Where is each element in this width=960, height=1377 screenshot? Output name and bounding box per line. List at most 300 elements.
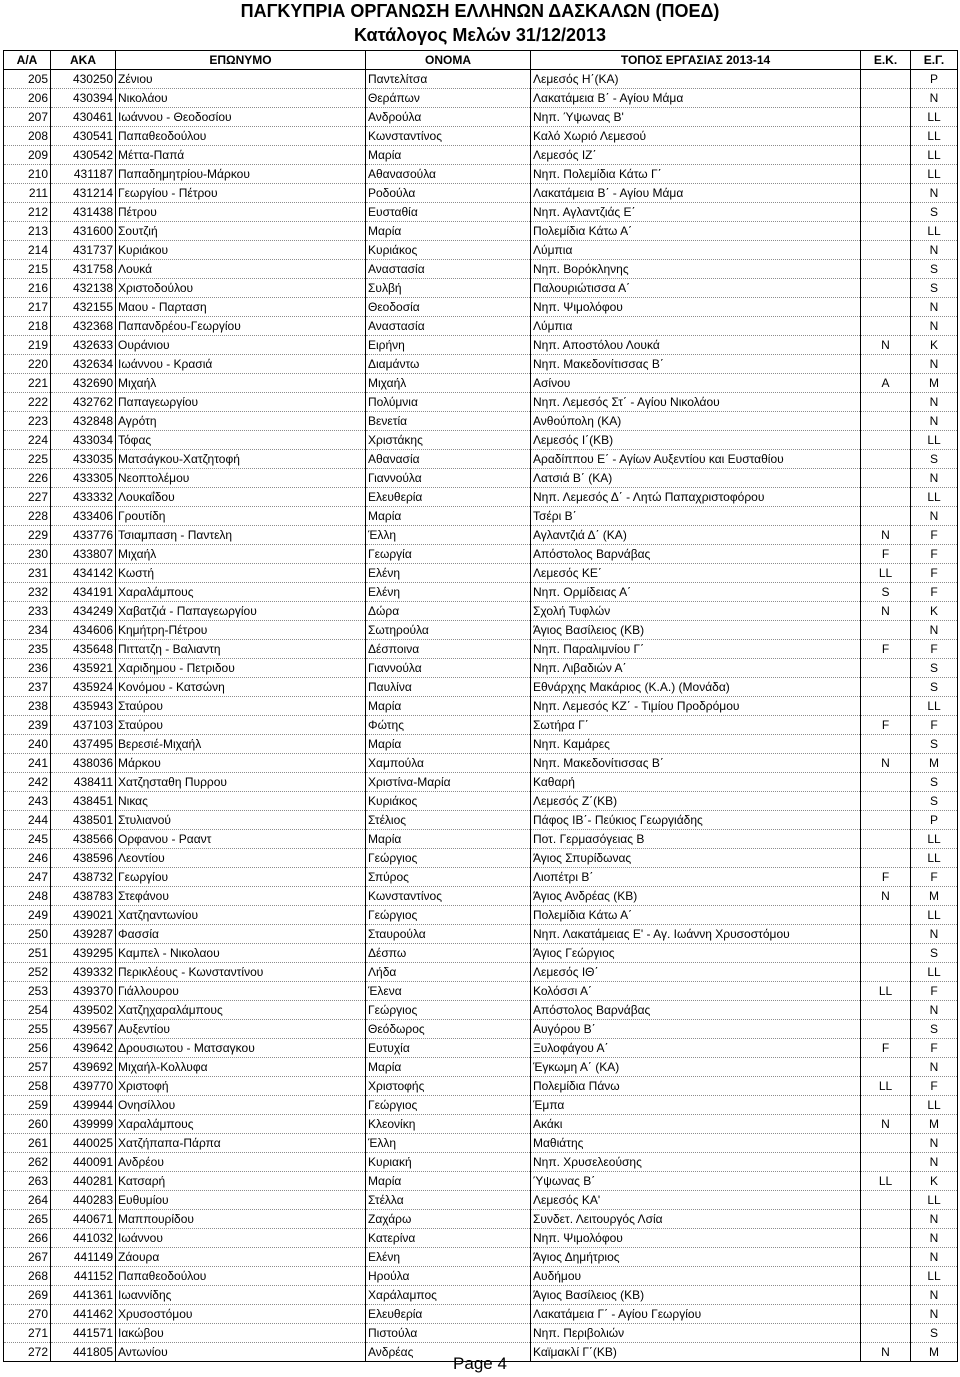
member-id-cell: 438501 xyxy=(51,811,116,830)
workplace-cell: Άγιος Βασίλειος (ΚΒ) xyxy=(531,621,861,640)
workplace-cell: Άγιος Δημήτριος xyxy=(531,1248,861,1267)
workplace-cell: Εθνάρχης Μακάριος (Κ.Α.) (Μονάδα) xyxy=(531,678,861,697)
ek-code-cell xyxy=(861,1286,911,1305)
first-name-cell: Γεώργιος xyxy=(366,906,531,925)
ek-code-cell: S xyxy=(861,583,911,602)
ek-code-cell xyxy=(861,906,911,925)
row-number-cell: 223 xyxy=(4,412,51,431)
table-row xyxy=(4,640,958,659)
table-row xyxy=(4,1229,958,1248)
first-name-cell: Κατερίνα xyxy=(366,1229,531,1248)
table-row xyxy=(4,659,958,678)
row-number-cell: 230 xyxy=(4,545,51,564)
table-row xyxy=(4,754,958,773)
surname-cell: Ζάουρα xyxy=(116,1248,366,1267)
first-name-cell: Έλενα xyxy=(366,982,531,1001)
member-id-cell: 441805 xyxy=(51,1343,116,1362)
member-id-cell: 433807 xyxy=(51,545,116,564)
table-row xyxy=(4,925,958,944)
table-row xyxy=(4,1267,958,1286)
row-number-cell: 241 xyxy=(4,754,51,773)
surname-cell: Κωστή xyxy=(116,564,366,583)
ek-code-cell: LL xyxy=(861,1077,911,1096)
ek-code-cell xyxy=(861,241,911,260)
workplace-cell: Νηπ. Ορμίδειας Α΄ xyxy=(531,583,861,602)
ek-code-cell: F xyxy=(861,1039,911,1058)
table-row xyxy=(4,1286,958,1305)
workplace-cell: Νηπ. Αγλαντζιάς Ε΄ xyxy=(531,203,861,222)
surname-cell: Νικας xyxy=(116,792,366,811)
member-id-cell: 433305 xyxy=(51,469,116,488)
surname-cell: Χαβατζιά - Παπαγεωργίου xyxy=(116,602,366,621)
ek-code-cell: LL xyxy=(861,982,911,1001)
table-row xyxy=(4,1058,958,1077)
member-id-cell: 433406 xyxy=(51,507,116,526)
row-number-cell: 208 xyxy=(4,127,51,146)
first-name-cell: Ευτυχία xyxy=(366,1039,531,1058)
row-number-cell: 225 xyxy=(4,450,51,469)
ek-code-cell xyxy=(861,108,911,127)
table-row xyxy=(4,89,958,108)
member-id-cell: 432138 xyxy=(51,279,116,298)
table-row xyxy=(4,70,958,89)
first-name-cell: Χαμπούλα xyxy=(366,754,531,773)
member-id-cell: 439287 xyxy=(51,925,116,944)
surname-cell: Παπανδρέου-Γεωργίου xyxy=(116,317,366,336)
member-id-cell: 434142 xyxy=(51,564,116,583)
first-name-cell: Ελένη xyxy=(366,583,531,602)
table-row xyxy=(4,545,958,564)
member-id-cell: 435648 xyxy=(51,640,116,659)
table-row xyxy=(4,431,958,450)
table-row xyxy=(4,108,958,127)
table-row xyxy=(4,830,958,849)
workplace-cell: Νηπ. Λεμεσός ΚΖ΄ - Τιμίου Προδρόμου xyxy=(531,697,861,716)
table-row xyxy=(4,1039,958,1058)
first-name-cell: Ανδρέας xyxy=(366,1343,531,1362)
table-row xyxy=(4,1001,958,1020)
member-id-cell: 433776 xyxy=(51,526,116,545)
member-id-cell: 438451 xyxy=(51,792,116,811)
surname-cell: Λουκά xyxy=(116,260,366,279)
ek-code-cell xyxy=(861,944,911,963)
table-row xyxy=(4,1305,958,1324)
ek-code-cell xyxy=(861,1229,911,1248)
surname-cell: Μάρκου xyxy=(116,754,366,773)
row-number-cell: 218 xyxy=(4,317,51,336)
workplace-cell: Αραδίππου Ε΄ - Αγίων Αυξεντίου και Ευσταθίου xyxy=(531,450,861,469)
ek-code-cell xyxy=(861,1058,911,1077)
eg-code-cell: N xyxy=(911,507,958,526)
first-name-cell: Γιαννούλα xyxy=(366,659,531,678)
row-number-cell: 243 xyxy=(4,792,51,811)
first-name-cell: Πολύμνια xyxy=(366,393,531,412)
eg-code-cell: S xyxy=(911,659,958,678)
row-number-cell: 269 xyxy=(4,1286,51,1305)
ek-code-cell: N xyxy=(861,1343,911,1362)
table-row xyxy=(4,1172,958,1191)
first-name-cell: Γιαννούλα xyxy=(366,469,531,488)
workplace-cell: Νηπ. Λεμεσός Στ΄ - Αγίου Νικολάου xyxy=(531,393,861,412)
first-name-cell: Ευσταθία xyxy=(366,203,531,222)
workplace-cell: Ανθούπολη (ΚΑ) xyxy=(531,412,861,431)
workplace-cell: Λακατάμεια Β΄ - Αγίου Μάμα xyxy=(531,89,861,108)
table-row xyxy=(4,564,958,583)
surname-cell: Λεοντίου xyxy=(116,849,366,868)
ek-code-cell xyxy=(861,1305,911,1324)
member-id-cell: 431600 xyxy=(51,222,116,241)
surname-cell: Ευθυμίου xyxy=(116,1191,366,1210)
row-number-cell: 271 xyxy=(4,1324,51,1343)
eg-code-cell: M xyxy=(911,754,958,773)
ek-code-cell xyxy=(861,89,911,108)
row-number-cell: 256 xyxy=(4,1039,51,1058)
first-name-cell: Γεώργιος xyxy=(366,1001,531,1020)
member-id-cell: 441462 xyxy=(51,1305,116,1324)
ek-code-cell xyxy=(861,811,911,830)
workplace-cell: Λεμεσός ΙΘ΄ xyxy=(531,963,861,982)
row-number-cell: 267 xyxy=(4,1248,51,1267)
table-row xyxy=(4,621,958,640)
ek-code-cell xyxy=(861,773,911,792)
eg-code-cell: LL xyxy=(911,165,958,184)
member-id-cell: 441361 xyxy=(51,1286,116,1305)
workplace-cell: Αυγόρου Β΄ xyxy=(531,1020,861,1039)
workplace-cell: Ποτ. Γερμασόγειας Β xyxy=(531,830,861,849)
eg-code-cell: M xyxy=(911,1115,958,1134)
eg-code-cell: N xyxy=(911,469,958,488)
table-row xyxy=(4,849,958,868)
eg-code-cell: N xyxy=(911,1153,958,1172)
first-name-cell: Κλεονίκη xyxy=(366,1115,531,1134)
workplace-cell: Νηπ. Αποστόλου Λουκά xyxy=(531,336,861,355)
row-number-cell: 255 xyxy=(4,1020,51,1039)
table-row xyxy=(4,1096,958,1115)
eg-code-cell: LL xyxy=(911,1191,958,1210)
eg-code-cell: N xyxy=(911,89,958,108)
row-number-cell: 233 xyxy=(4,602,51,621)
first-name-cell: Δώρα xyxy=(366,602,531,621)
surname-cell: Νικολάου xyxy=(116,89,366,108)
first-name-cell: Θεόδωρος xyxy=(366,1020,531,1039)
workplace-cell: Νηπ. Χρυσελεούσης xyxy=(531,1153,861,1172)
first-name-cell: Κυριακή xyxy=(366,1153,531,1172)
ek-code-cell xyxy=(861,697,911,716)
surname-cell: Τσιαμπαση - Παντελη xyxy=(116,526,366,545)
first-name-cell: Χαράλαμπος xyxy=(366,1286,531,1305)
workplace-cell: Απόστολος Βαρνάβας xyxy=(531,1001,861,1020)
member-id-cell: 431758 xyxy=(51,260,116,279)
row-number-cell: 212 xyxy=(4,203,51,222)
surname-cell: Μαππουρίδου xyxy=(116,1210,366,1229)
member-id-cell: 439692 xyxy=(51,1058,116,1077)
workplace-cell: Λύμπια xyxy=(531,317,861,336)
surname-cell: Γρουτίδη xyxy=(116,507,366,526)
ek-code-cell xyxy=(861,393,911,412)
ek-code-cell xyxy=(861,127,911,146)
ek-code-cell: F xyxy=(861,640,911,659)
row-number-cell: 213 xyxy=(4,222,51,241)
member-id-cell: 434606 xyxy=(51,621,116,640)
ek-code-cell xyxy=(861,830,911,849)
table-row xyxy=(4,735,958,754)
surname-cell: Ιωάννου - Θεοδοσίου xyxy=(116,108,366,127)
eg-code-cell: LL xyxy=(911,488,958,507)
surname-cell: Χαραλάμπους xyxy=(116,1115,366,1134)
workplace-cell: Αγλαντζιά Δ΄ (ΚΑ) xyxy=(531,526,861,545)
row-number-cell: 229 xyxy=(4,526,51,545)
eg-code-cell: S xyxy=(911,735,958,754)
workplace-cell: Άγιος Σπυρίδωνας xyxy=(531,849,861,868)
surname-cell: Νεοπτολέμου xyxy=(116,469,366,488)
first-name-cell: Έλλη xyxy=(366,526,531,545)
surname-cell: Χριστοδούλου xyxy=(116,279,366,298)
eg-code-cell: M xyxy=(911,887,958,906)
table-row xyxy=(4,773,958,792)
ek-code-cell xyxy=(861,317,911,336)
table-row xyxy=(4,260,958,279)
table-row xyxy=(4,127,958,146)
ek-code-cell: LL xyxy=(861,1172,911,1191)
member-id-cell: 439770 xyxy=(51,1077,116,1096)
eg-code-cell: N xyxy=(911,184,958,203)
member-id-cell: 439567 xyxy=(51,1020,116,1039)
row-number-cell: 221 xyxy=(4,374,51,393)
first-name-cell: Αναστασία xyxy=(366,317,531,336)
eg-code-cell: N xyxy=(911,355,958,374)
row-number-cell: 264 xyxy=(4,1191,51,1210)
surname-cell: Ματσάγκου-Χατζητοφή xyxy=(116,450,366,469)
surname-cell: Σταύρου xyxy=(116,697,366,716)
workplace-cell: Συνδετ. Λειτουργός Λσία xyxy=(531,1210,861,1229)
eg-code-cell: F xyxy=(911,640,958,659)
ek-code-cell xyxy=(861,279,911,298)
eg-code-cell: S xyxy=(911,279,958,298)
first-name-cell: Χριστίνα-Μαρία xyxy=(366,773,531,792)
first-name-cell: Ελένη xyxy=(366,564,531,583)
column-header-surname: ΕΠΩΝΥΜΟ xyxy=(116,51,366,70)
surname-cell: Γεωργίου - Πέτρου xyxy=(116,184,366,203)
member-id-cell: 441032 xyxy=(51,1229,116,1248)
row-number-cell: 250 xyxy=(4,925,51,944)
workplace-cell: Ακάκι xyxy=(531,1115,861,1134)
row-number-cell: 217 xyxy=(4,298,51,317)
first-name-cell: Ειρήνη xyxy=(366,336,531,355)
first-name-cell: Γεώργιος xyxy=(366,1096,531,1115)
table-row xyxy=(4,222,958,241)
member-id-cell: 438036 xyxy=(51,754,116,773)
member-id-cell: 430541 xyxy=(51,127,116,146)
eg-code-cell: F xyxy=(911,1039,958,1058)
table-row xyxy=(4,184,958,203)
ek-code-cell xyxy=(861,469,911,488)
row-number-cell: 205 xyxy=(4,70,51,89)
member-id-cell: 439295 xyxy=(51,944,116,963)
surname-cell: Ιωάννου - Κρασιά xyxy=(116,355,366,374)
surname-cell: Κονόμου - Κατσώνη xyxy=(116,678,366,697)
surname-cell: Παπαγεωργίου xyxy=(116,393,366,412)
first-name-cell: Γεώργιος xyxy=(366,849,531,868)
workplace-cell: Παλουριώτισσα Α΄ xyxy=(531,279,861,298)
eg-code-cell: LL xyxy=(911,431,958,450)
first-name-cell: Κωνσταντίνος xyxy=(366,887,531,906)
workplace-cell: Νηπ. Ψιμολόφου xyxy=(531,298,861,317)
surname-cell: Ιακώβου xyxy=(116,1324,366,1343)
first-name-cell: Δέσποινα xyxy=(366,640,531,659)
workplace-cell: Λεμεσός ΚΕ΄ xyxy=(531,564,861,583)
member-id-cell: 439332 xyxy=(51,963,116,982)
first-name-cell: Πιστούλα xyxy=(366,1324,531,1343)
ek-code-cell xyxy=(861,203,911,222)
surname-cell: Μέττα-Παπά xyxy=(116,146,366,165)
ek-code-cell xyxy=(861,1191,911,1210)
first-name-cell: Στέλλα xyxy=(366,1191,531,1210)
first-name-cell: Σωτηρούλα xyxy=(366,621,531,640)
eg-code-cell: N xyxy=(911,1286,958,1305)
table-row xyxy=(4,583,958,602)
ek-code-cell xyxy=(861,1020,911,1039)
page-number: Page 4 xyxy=(453,1354,507,1373)
eg-code-cell: N xyxy=(911,298,958,317)
first-name-cell: Μαρία xyxy=(366,1172,531,1191)
eg-code-cell: P xyxy=(911,811,958,830)
eg-code-cell: S xyxy=(911,260,958,279)
eg-code-cell: S xyxy=(911,678,958,697)
workplace-cell: Μαθιάτης xyxy=(531,1134,861,1153)
member-id-cell: 431214 xyxy=(51,184,116,203)
row-number-cell: 265 xyxy=(4,1210,51,1229)
surname-cell: Στυλιανού xyxy=(116,811,366,830)
first-name-cell: Παυλίνα xyxy=(366,678,531,697)
ek-code-cell: N xyxy=(861,1115,911,1134)
first-name-cell: Κυριάκος xyxy=(366,792,531,811)
table-row xyxy=(4,165,958,184)
row-number-cell: 254 xyxy=(4,1001,51,1020)
member-id-cell: 439021 xyxy=(51,906,116,925)
eg-code-cell: LL xyxy=(911,127,958,146)
eg-code-cell: N xyxy=(911,1305,958,1324)
row-number-cell: 227 xyxy=(4,488,51,507)
workplace-cell: Άγιος Γεώργιος xyxy=(531,944,861,963)
member-id-cell: 438566 xyxy=(51,830,116,849)
row-number-cell: 207 xyxy=(4,108,51,127)
table-row xyxy=(4,336,958,355)
workplace-cell: Αυδήμου xyxy=(531,1267,861,1286)
workplace-cell: Λεμεσός Ζ΄(ΚΒ) xyxy=(531,792,861,811)
eg-code-cell: S xyxy=(911,792,958,811)
row-number-cell: 242 xyxy=(4,773,51,792)
member-id-cell: 441571 xyxy=(51,1324,116,1343)
table-row xyxy=(4,1077,958,1096)
ek-code-cell xyxy=(861,298,911,317)
workplace-cell: Νηπ. Λιβαδιών Α΄ xyxy=(531,659,861,678)
workplace-cell: Νηπ. Παραλιμνίου Γ΄ xyxy=(531,640,861,659)
member-id-cell: 439642 xyxy=(51,1039,116,1058)
surname-cell: Χατζήπαπα-Πάρπα xyxy=(116,1134,366,1153)
table-row xyxy=(4,678,958,697)
member-id-cell: 433034 xyxy=(51,431,116,450)
surname-cell: Κατσαρή xyxy=(116,1172,366,1191)
eg-code-cell: LL xyxy=(911,697,958,716)
row-number-cell: 252 xyxy=(4,963,51,982)
surname-cell: Χαριδημου - Πετριδου xyxy=(116,659,366,678)
row-number-cell: 251 xyxy=(4,944,51,963)
member-id-cell: 439944 xyxy=(51,1096,116,1115)
ek-code-cell xyxy=(861,260,911,279)
row-number-cell: 268 xyxy=(4,1267,51,1286)
first-name-cell: Χριστάκης xyxy=(366,431,531,450)
eg-code-cell: F xyxy=(911,583,958,602)
member-id-cell: 440671 xyxy=(51,1210,116,1229)
member-id-cell: 430542 xyxy=(51,146,116,165)
table-row xyxy=(4,298,958,317)
surname-cell: Δρουσιωτου - Ματσαγκου xyxy=(116,1039,366,1058)
row-number-cell: 214 xyxy=(4,241,51,260)
first-name-cell: Κωνσταντίνος xyxy=(366,127,531,146)
first-name-cell: Χριστοφής xyxy=(366,1077,531,1096)
eg-code-cell: N xyxy=(911,1001,958,1020)
workplace-cell: Άγιος Βασίλειος (ΚΒ) xyxy=(531,1286,861,1305)
surname-cell: Ιωάννου xyxy=(116,1229,366,1248)
eg-code-cell: LL xyxy=(911,1267,958,1286)
surname-cell: Βερεσιέ-Μιχαήλ xyxy=(116,735,366,754)
first-name-cell: Ελευθερία xyxy=(366,1305,531,1324)
surname-cell: Χατζηχαραλάμπους xyxy=(116,1001,366,1020)
ek-code-cell xyxy=(861,488,911,507)
first-name-cell: Μαρία xyxy=(366,697,531,716)
member-id-cell: 437495 xyxy=(51,735,116,754)
row-number-cell: 235 xyxy=(4,640,51,659)
member-id-cell: 432155 xyxy=(51,298,116,317)
members-table xyxy=(3,50,958,1362)
table-row xyxy=(4,697,958,716)
surname-cell: Χριστοφή xyxy=(116,1077,366,1096)
eg-code-cell: K xyxy=(911,1172,958,1191)
row-number-cell: 232 xyxy=(4,583,51,602)
eg-code-cell: LL xyxy=(911,108,958,127)
workplace-cell: Έγκωμη Α΄ (ΚΑ) xyxy=(531,1058,861,1077)
row-number-cell: 260 xyxy=(4,1115,51,1134)
column-header-ek: Ε.Κ. xyxy=(861,51,911,70)
workplace-cell: Πολεμίδια Κάτω Α΄ xyxy=(531,222,861,241)
surname-cell: Λουκαΐδου xyxy=(116,488,366,507)
ek-code-cell xyxy=(861,1324,911,1343)
table-row xyxy=(4,469,958,488)
workplace-cell: Νηπ. Πολεμίδια Κάτω Γ΄ xyxy=(531,165,861,184)
table-row xyxy=(4,1153,958,1172)
table-row xyxy=(4,374,958,393)
workplace-cell: Νηπ. Ύψωνας Β' xyxy=(531,108,861,127)
surname-cell: Περικλέους - Κωνσταντίνου xyxy=(116,963,366,982)
row-number-cell: 236 xyxy=(4,659,51,678)
ek-code-cell xyxy=(861,1210,911,1229)
row-number-cell: 206 xyxy=(4,89,51,108)
ek-code-cell xyxy=(861,792,911,811)
workplace-cell: Λεμεσός Ι΄(ΚΒ) xyxy=(531,431,861,450)
ek-code-cell xyxy=(861,659,911,678)
surname-cell: Χαραλάμπους xyxy=(116,583,366,602)
eg-code-cell: N xyxy=(911,412,958,431)
row-number-cell: 210 xyxy=(4,165,51,184)
row-number-cell: 216 xyxy=(4,279,51,298)
table-row xyxy=(4,811,958,830)
table-row xyxy=(4,944,958,963)
workplace-cell: Απόστολος Βαρνάβας xyxy=(531,545,861,564)
first-name-cell: Αναστασία xyxy=(366,260,531,279)
first-name-cell: Σπύρος xyxy=(366,868,531,887)
first-name-cell: Κυριάκος xyxy=(366,241,531,260)
workplace-cell: Καθαρή xyxy=(531,773,861,792)
